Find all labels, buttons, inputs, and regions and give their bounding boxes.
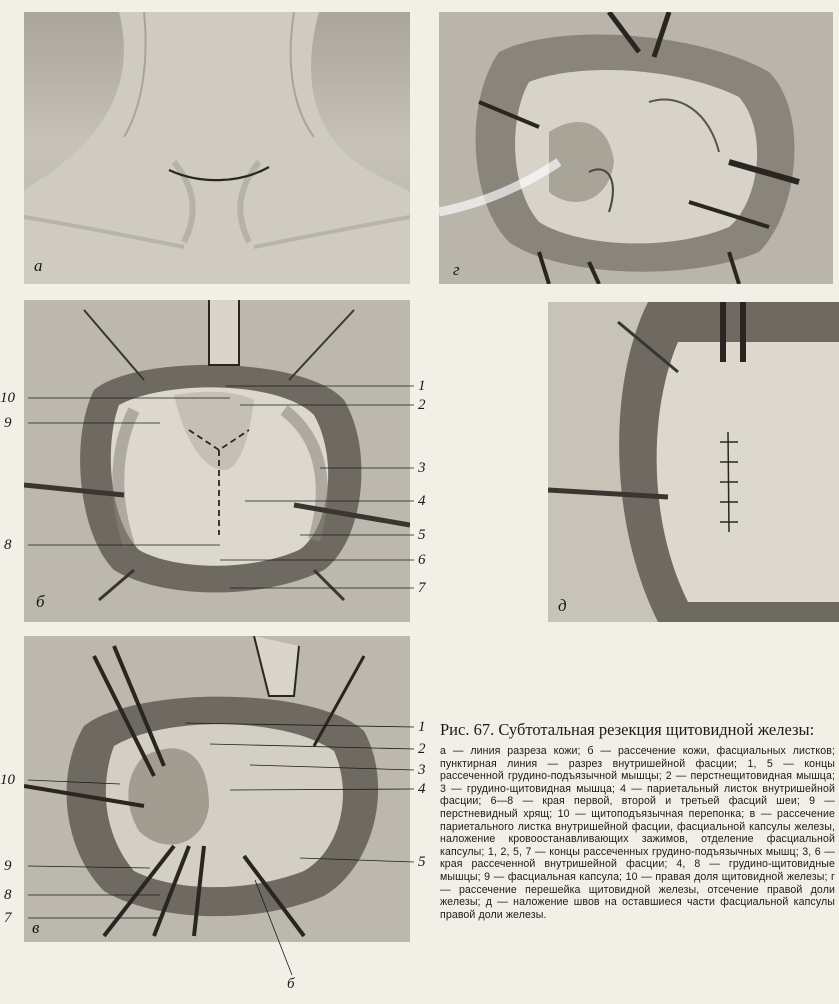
callout-v-9: 9 bbox=[4, 858, 12, 874]
caption-body: а — линия разреза кожи; б — рассечение кожи, фасциальных листков; пунктирная линия — разрез внутришейной фасции; 1, 5 — концы рассеченной грудино-подъязычной мышцы; 2 — перстнещитовидная мышца; 3 — грудино-щитовидная мышца; 4 — париетальный листок внутришейной фасции; 6—8 — края первой, второй и третьей фасций шеи; 9 — перстневидный хрящ; 10 — щитоподъязычная перепонка; в — рассечение париетального листка внутришейной фасции, фасциальной капсулы железы, наложение кровоостанавливающих зажимов, отделение фасциальной капсулы; 1, 2, 5, 7 — концы рассеченных грудино-подъязычных мышц; 3, 6 — края рассеченной внутришейной фасции; 4, 8 — грудино-щитовидные мышцы; 9 — фасциальная капсула; 10 — правая доля щитовидной железы; г — рассечение перешейка щитовидной железы, отсечение правой доли железы; д — наложение швов на оставшиеся части фасциальной капсулы правой доли железы. bbox=[440, 745, 839, 921]
callout-v-10: 10 bbox=[0, 772, 15, 788]
panel-label-d: д bbox=[558, 596, 567, 615]
figure-panel-a bbox=[24, 12, 410, 284]
callout-v-7: 7 bbox=[4, 910, 12, 926]
panel-label-b: б bbox=[36, 592, 45, 611]
panel-label-v: в bbox=[32, 918, 40, 937]
callout-b-9: 9 bbox=[4, 415, 12, 431]
callout-v-2: 2 bbox=[418, 741, 426, 757]
figure-panel-d bbox=[548, 302, 839, 622]
callout-b-7: 7 bbox=[418, 580, 426, 596]
callout-b-1: 1 bbox=[418, 378, 426, 394]
isthmus-resection-illustration bbox=[439, 12, 833, 284]
incised-neck-illustration bbox=[24, 300, 410, 622]
callout-v-1: 1 bbox=[418, 719, 426, 735]
callout-b-5: 5 bbox=[418, 527, 426, 543]
figure-panel-b bbox=[24, 300, 410, 622]
panel-v-bottom-label: б bbox=[287, 976, 295, 992]
figure-caption bbox=[440, 720, 839, 921]
suturing-illustration bbox=[548, 302, 839, 622]
callout-b-3: 3 bbox=[418, 460, 426, 476]
callout-b-10: 10 bbox=[0, 390, 15, 406]
callout-b-8: 8 bbox=[4, 537, 12, 553]
panel-label-g: г bbox=[453, 260, 460, 279]
callout-v-4: 4 bbox=[418, 781, 426, 797]
panel-label-a: а bbox=[34, 256, 43, 275]
caption-title: Рис. 67. Субтотальная резекция щитовидной железы: bbox=[440, 720, 815, 739]
figure-panel-v bbox=[24, 636, 410, 942]
callout-b-2: 2 bbox=[418, 397, 426, 413]
neck-illustration bbox=[24, 12, 410, 284]
callout-b-6: 6 bbox=[418, 552, 426, 568]
callout-v-5: 5 bbox=[418, 854, 426, 870]
callout-v-3: 3 bbox=[418, 762, 426, 778]
capsule-separation-illustration bbox=[24, 636, 410, 942]
figure-panel-g bbox=[439, 12, 833, 284]
callout-b-4: 4 bbox=[418, 493, 426, 509]
callout-v-8: 8 bbox=[4, 887, 12, 903]
